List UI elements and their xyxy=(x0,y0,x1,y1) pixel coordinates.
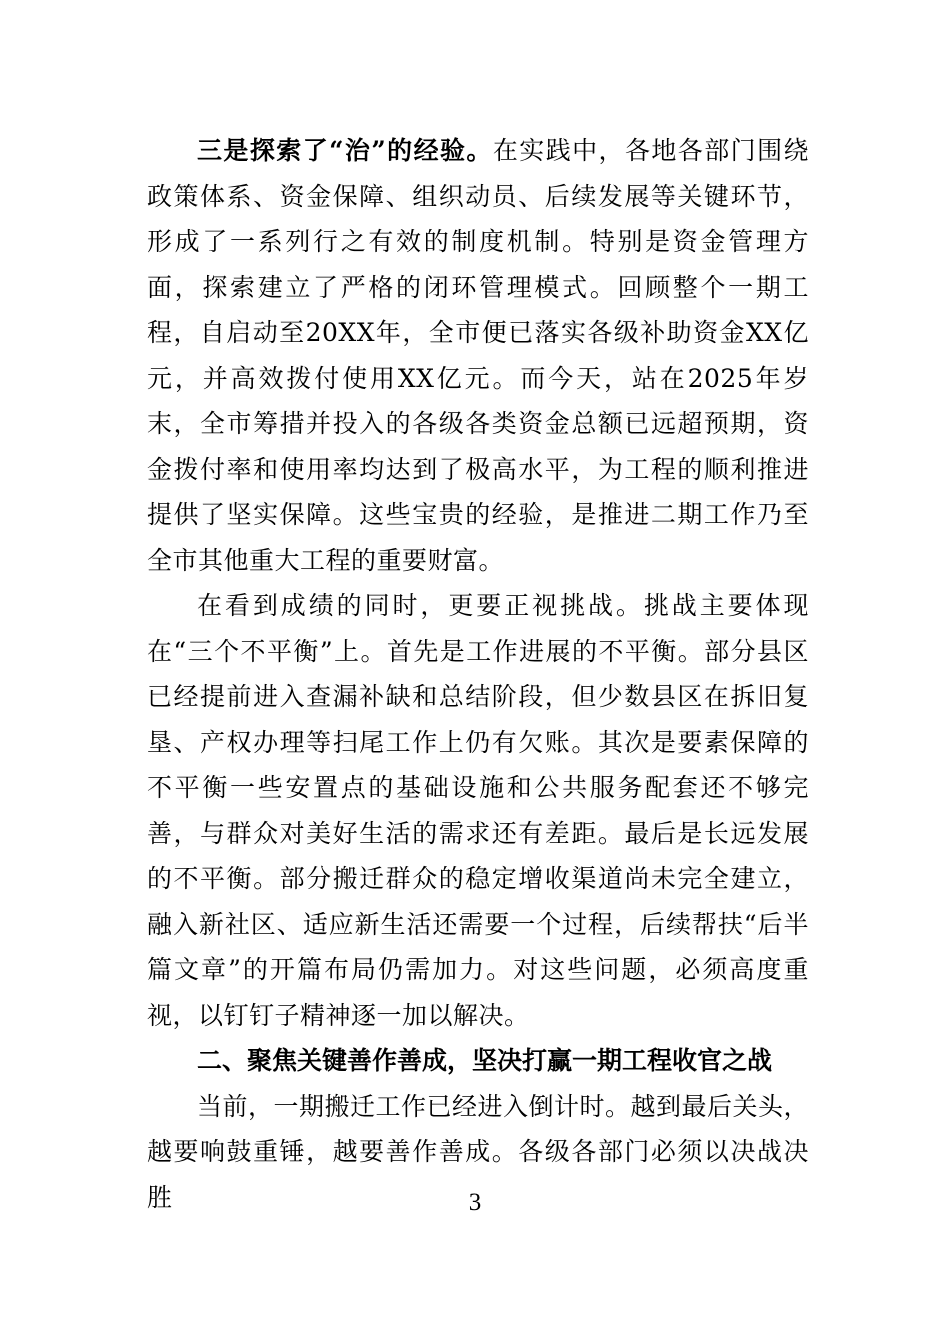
page-number: 3 xyxy=(468,1189,482,1216)
paragraph-experience xyxy=(147,128,809,583)
paragraph-challenges: 在看到成绩的同时，更要正视挑战。挑战主要体现在“三个不平衡”上。首先是工作进展的不平衡。部分县区已经提前进入查漏补缺和总结阶段，但少数县区在拆旧复垦、产权办理等扫尾工作上仍有欠账。其次是要素保障的不平衡一些安置点的基础设施和公共服务配套还不够完善，与群众对美好生活的需求还有差距。最后是长远发展的不平衡。部分搬迁群众的稳定增收渠道尚未完全建立，融入新社区、适应新生活还需要一个过程，后续帮扶“后半篇文章”的开篇布局仍需加力。对这些问题，必须高度重视，以钉钉子精神逐一加以解决。 xyxy=(147,591,809,1030)
paragraph-body: 在实践中，各地各部门围绕政策体系、资金保障、组织动员、后续发展等关键环节，形成了一系列行之有效的制度机制。特别是资金管理方面，探索建立了严格的闭环管理模式。回顾整个一期工程，自启动至20XX年，全市便已落实各级补助资金XX亿元，并高效拨付使用XX亿元。而今天，站在2025年岁末，全市筹措并投入的各级各类资金总额已远超预期，资金拨付率和使用率均达到了极高水平，为工程的顺利推进提供了坚实保障。这些宝贵的经验，是推进二期工作乃至全市其他重大工程的重要财富。 xyxy=(147,136,809,575)
section-heading: 二、聚焦关键善作善成，坚决打赢一期工程收官之战 xyxy=(197,1046,773,1075)
body-text xyxy=(147,128,809,1220)
paragraph-current: 当前，一期搬迁工作已经进入倒计时。越到最后关头，越要响鼓重锤，越要善作善成。各级各部门必须以决战决胜 xyxy=(147,1091,810,1212)
paragraph-lead: 三是探索了“治”的经验。 xyxy=(197,136,493,165)
